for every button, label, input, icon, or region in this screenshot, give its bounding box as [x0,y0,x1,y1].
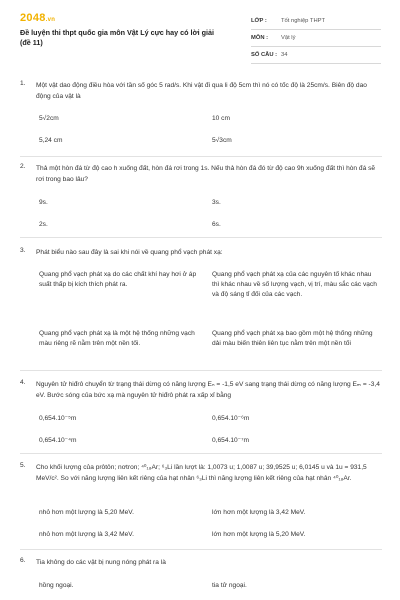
question-number: 4. [20,379,26,386]
option-b[interactable]: tia tử ngoại. [212,582,247,589]
divider [20,549,382,550]
option-b[interactable]: Quang phổ vạch phát xạ của các nguyên tố khác nhau thì khác nhau về số lượng vạch, vị trí, màu sắc các vạch và độ sáng tỉ đối của các vạch. [212,271,377,298]
option-a[interactable]: nhỏ hơn một lượng là 5,20 MeV. [39,509,134,516]
divider [20,370,382,371]
meta-row-class [251,13,381,30]
meta-key: SỐ CÂU : [251,52,278,58]
option-a[interactable]: Quang phổ vạch phát xạ do các chất khí hay hơi ở áp suất thấp bị kích thích phát ra. [39,271,197,288]
question-2 [20,163,382,233]
meta-value: Vật lý [281,35,296,41]
option-a[interactable]: 9s. [39,199,48,206]
question-text: Thả một hòn đá từ độ cao h xuống đất, hòn đá rơi trong 1s. Nếu thả hòn đá đó từ độ cao 9h xuống đất thì hòn đá sẽ rơi trong bao lâu? [36,165,376,183]
question-number: 2. [20,163,26,170]
question-number: 1. [20,80,26,87]
option-b[interactable]: 0,654.10⁻⁶m [212,415,250,422]
site-logo[interactable] [20,12,55,24]
question-number: 5. [20,462,26,469]
option-a[interactable]: hồng ngoại. [39,582,74,589]
page-title: Đề luyện thi thpt quốc gia môn Vật Lý cực hay có lời giải (đề 11) [20,28,215,47]
question-text: Phát biểu nào sau đây là sai khi nói về quang phổ vạch phát xạ: [36,249,223,256]
meta-key: MÔN : [251,35,269,41]
option-c[interactable]: Quang phổ vạch phát xạ là một hệ thống những vạch màu riêng rẽ nằm trên một nền tối. [39,330,195,347]
option-b[interactable]: 10 cm [212,115,230,122]
logo-suffix: .vn [45,17,56,23]
question-5 [20,462,382,542]
question-3 [20,247,382,372]
question-number: 6. [20,557,26,564]
option-a[interactable]: 5√2cm [39,115,59,122]
option-d[interactable]: Quang phổ vạch phát xạ bao gồm một hệ thống những dải màu biến thiên liên tục nằm trên một nền tối [212,330,373,347]
question-4 [20,379,382,454]
option-a[interactable]: 0,654.10⁻⁵m [39,415,77,422]
option-c[interactable]: 2s. [39,221,48,228]
logo-text: 2048 [20,12,46,24]
option-b[interactable]: lớn hơn một lượng là 3,42 MeV. [212,509,306,516]
meta-box [251,13,381,64]
question-text: Một vật dao động điều hòa với tần số góc 5 rad/s. Khi vật đi qua li độ 5cm thì nó có tốc độ là 25cm/s. Biên độ dao động của vật là [36,82,367,100]
divider [20,237,382,238]
option-c[interactable]: 5,24 cm [39,137,63,144]
option-d[interactable]: 6s. [212,221,221,228]
meta-value: Tốt nghiệp THPT [281,18,326,24]
question-text: Nguyên tử hiđrô chuyển từ trạng thái dừng có năng lượng Eₙ = -1,5 eV sang trạng thái dừng có năng lượng Eₘ = -3,4 eV. Bước sóng của bức xạ mà nguyên tử hiđrô phát ra xấp xỉ bằng [36,381,380,399]
question-text: Tia không do các vật bị nung nóng phát ra là [36,559,166,566]
divider [20,453,382,454]
question-text: Cho khối lượng của prôtôn; nơtron; ⁴⁰₁₈Ar; ⁶₃Li lần lượt là: 1,0073 u; 1,0087 u; 39,9525 u; 6,0145 u và 1u = 931,5 MeV/c². So với năng lượng liên kết riêng của hạt nhân ⁶₃Li thì năng lượng liên kết riêng của hạt nhân ⁴⁰₁₈Ar. [36,464,367,482]
option-c[interactable]: nhỏ hơn một lượng là 3,42 MeV. [39,531,134,538]
option-d[interactable]: 0,654.10⁻⁷m [212,437,250,444]
meta-row-count [251,47,381,64]
question-1 [20,80,382,150]
question-6 [20,557,382,597]
divider [20,156,382,157]
meta-key: LỚP : [251,18,267,24]
option-c[interactable]: 0,654.10⁻⁴m [39,437,77,444]
header [0,0,400,62]
option-d[interactable]: 5√3cm [212,137,232,144]
option-b[interactable]: 3s. [212,199,221,206]
meta-row-subject [251,30,381,47]
option-d[interactable]: lớn hơn một lượng là 5,20 MeV. [212,531,306,538]
question-number: 3. [20,247,26,254]
meta-value: 34 [281,52,288,58]
